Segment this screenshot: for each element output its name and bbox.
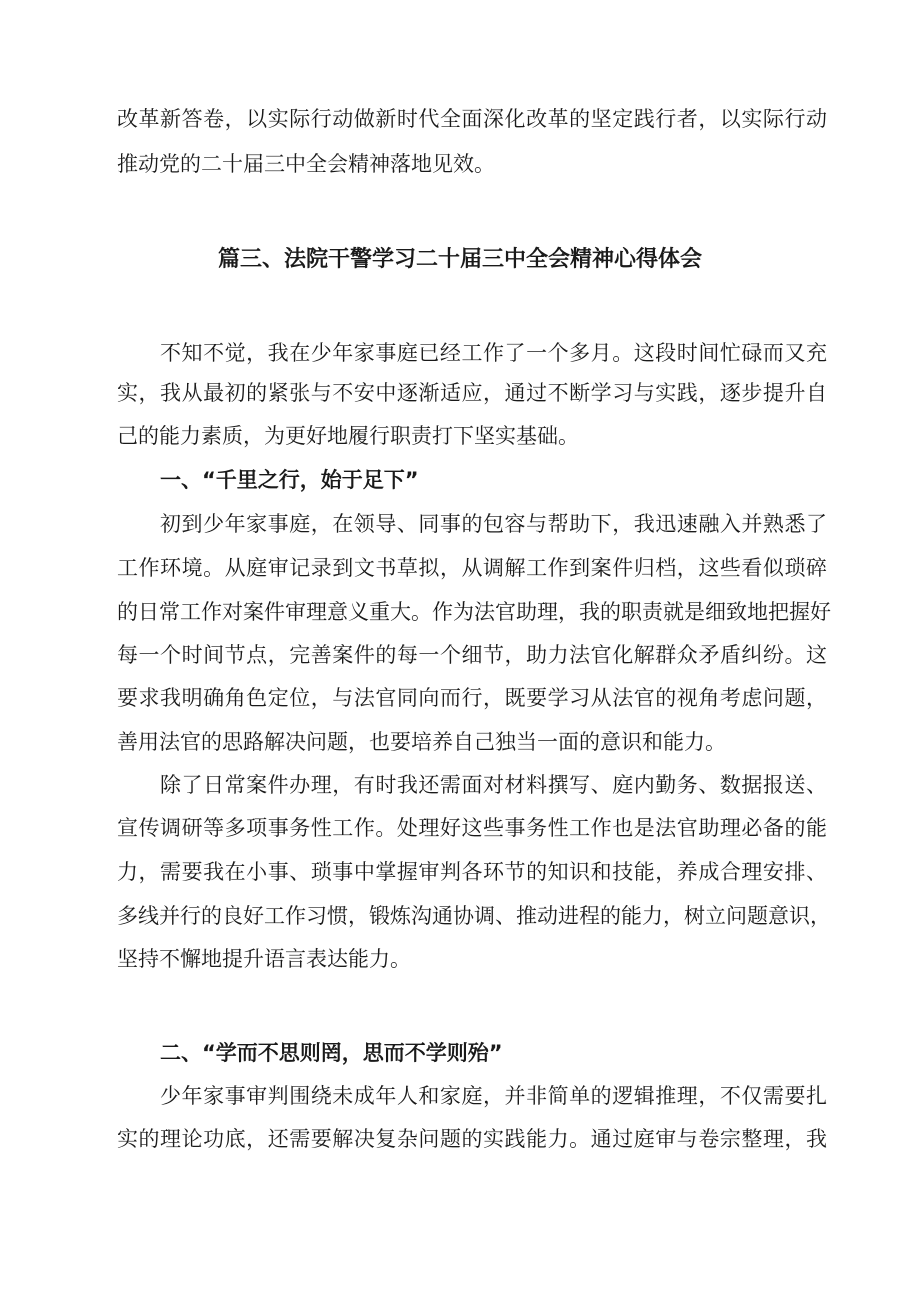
paragraph-line: 要求我明确角色定位，与法官同向而行，既要学习从法官的视角考虑问题， — [117, 686, 827, 710]
paragraph-line: 坚持不懈地提升语言表达能力。 — [117, 947, 411, 971]
paragraph-line: 己的能力素质，为更好地履行职责打下坚实基础。 — [117, 424, 579, 448]
paragraph-line: 宣传调研等多项事务性工作。处理好这些事务性工作也是法官助理必备的能 — [117, 816, 827, 840]
paragraph-line: 的日常工作对案件审理意义重大。作为法官助理，我的职责就是细致地把握好 — [117, 600, 831, 624]
article-title: 篇三、法院干警学习二十届三中全会精神心得体会 — [217, 247, 702, 272]
paragraph-line: 每一个时间节点，完善案件的每一个细节，助力法官化解群众矛盾纠纷。这 — [117, 643, 827, 667]
intro-line: 推动党的二十届三中全会精神落地见效。 — [117, 152, 495, 176]
intro-line: 改革新答卷，以实际行动做新时代全面深化改革的坚定践行者，以实际行动 — [117, 107, 827, 131]
paragraph-line: 少年家事审判围绕未成年人和家庭，并非简单的逻辑推理，不仅需要扎 — [160, 1084, 827, 1108]
paragraph-line: 实的理论功底，还需要解决复杂问题的实践能力。通过庭审与卷宗整理，我 — [117, 1127, 827, 1151]
section-heading-2: 二、“学而不思则罔，思而不学则殆” — [160, 1041, 503, 1065]
paragraph-line: 善用法官的思路解决问题，也要培养自己独当一面的意识和能力。 — [117, 730, 726, 754]
paragraph-line: 多线并行的良好工作习惯，锻炼沟通协调、推动进程的能力，树立问题意识， — [117, 904, 831, 928]
paragraph-line: 力，需要我在小事、琐事中掌握审判各环节的知识和技能，养成合理安排、 — [117, 860, 827, 884]
paragraph-line: 不知不觉，我在少年家事庭已经工作了一个多月。这段时间忙碌而又充 — [160, 341, 827, 365]
section-heading-1: 一、“千里之行，始于足下” — [160, 468, 419, 492]
paragraph-line: 工作环境。从庭审记录到文书草拟，从调解工作到案件归档，这些看似琐碎 — [117, 556, 827, 580]
paragraph-line: 初到少年家事庭，在领导、同事的包容与帮助下，我迅速融入并熟悉了 — [160, 512, 827, 536]
paragraph-line: 除了日常案件办理，有时我还需面对材料撰写、庭内勤务、数据报送、 — [160, 773, 827, 797]
paragraph-line: 实，我从最初的紧张与不安中逐渐适应，通过不断学习与实践，逐步提升自 — [117, 381, 827, 405]
